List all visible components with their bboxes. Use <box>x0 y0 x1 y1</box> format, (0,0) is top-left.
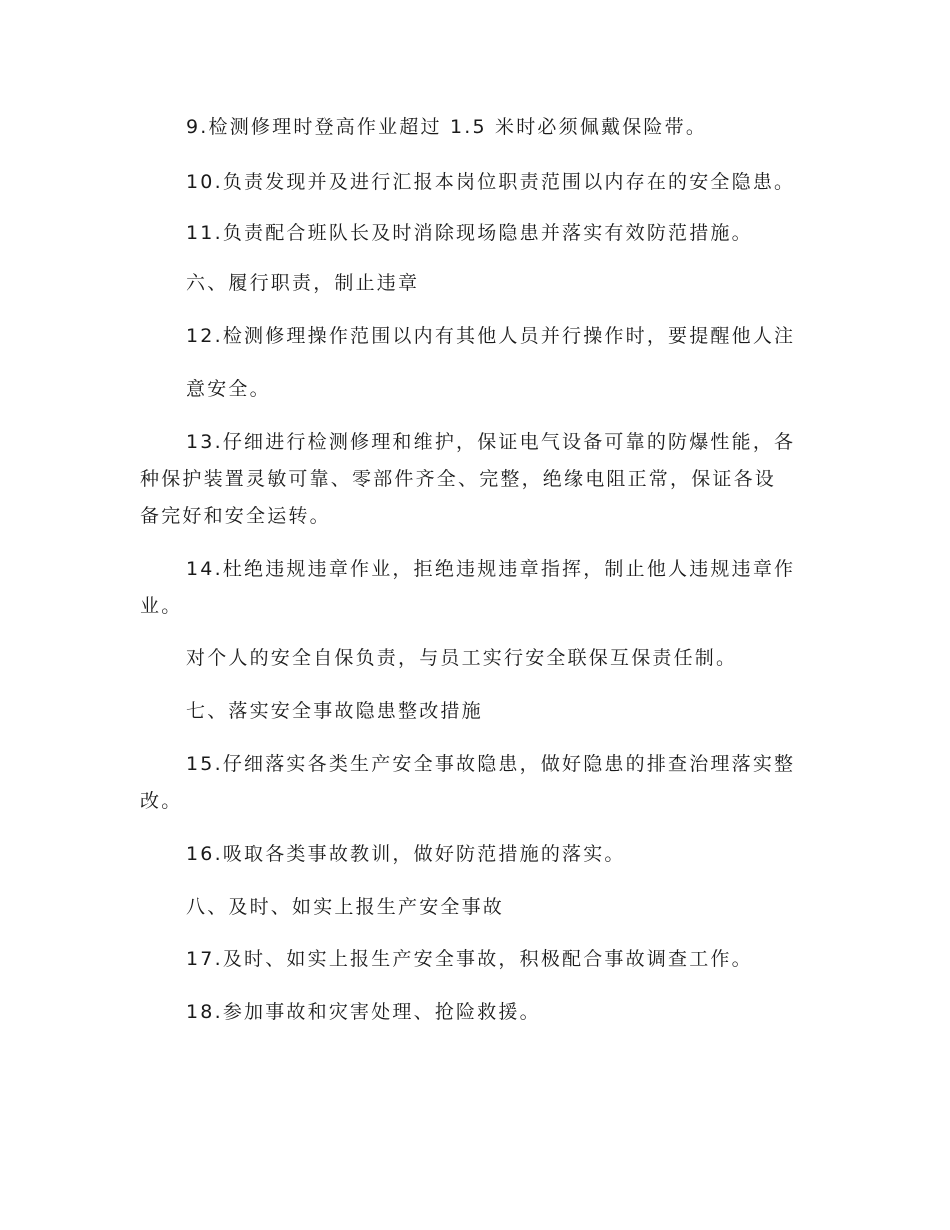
text-line-item-15: 15.仔细落实各类生产安全事故隐患，做好隐患的排查治理落实整 <box>186 753 796 775</box>
text-line-item-18: 18.参加事故和灾害处理、抢险救援。 <box>186 1001 541 1023</box>
section-heading-8: 八、及时、如实上报生产安全事故 <box>186 896 505 918</box>
text-line-item-12-cont: 意安全。 <box>186 378 271 400</box>
text-line-paragraph: 对个人的安全自保负责，与员工实行安全联保互保责任制。 <box>186 647 738 669</box>
text-line-item-10: 10.负责发现并及进行汇报本岗位职责范围以内存在的安全隐患。 <box>186 171 796 193</box>
text-line-item-9: 9.检测修理时登高作业超过 1.5 米时必须佩戴保险带。 <box>186 116 708 138</box>
text-line-item-13: 13.仔细进行检测修理和维护，保证电气设备可靠的防爆性能，各 <box>186 431 796 453</box>
text-line-item-15-cont: 改。 <box>140 790 183 812</box>
text-line-item-14: 14.杜绝违规违章作业，拒绝违规违章指挥，制止他人违规违章作 <box>186 558 796 580</box>
text-line-item-12: 12.检测修理操作范围以内有其他人员并行操作时，要提醒他人注 <box>186 325 796 347</box>
text-line-item-14-cont: 业。 <box>140 595 183 617</box>
text-line-item-16: 16.吸取各类事故教训，做好防范措施的落实。 <box>186 843 626 865</box>
text-line-item-11: 11.负责配合班队长及时消除现场隐患并落实有效防范措施。 <box>186 222 753 244</box>
text-line-item-17: 17.及时、如实上报生产安全事故，积极配合事故调查工作。 <box>186 948 753 970</box>
text-line-item-13-cont-2: 备完好和安全运转。 <box>140 505 331 527</box>
section-heading-7: 七、落实安全事故隐患整改措施 <box>186 700 483 722</box>
section-heading-6: 六、履行职责，制止违章 <box>186 272 420 294</box>
text-line-item-13-cont-1: 种保护装置灵敏可靠、零部件齐全、完整，绝缘电阻正常，保证各设 <box>140 468 777 490</box>
